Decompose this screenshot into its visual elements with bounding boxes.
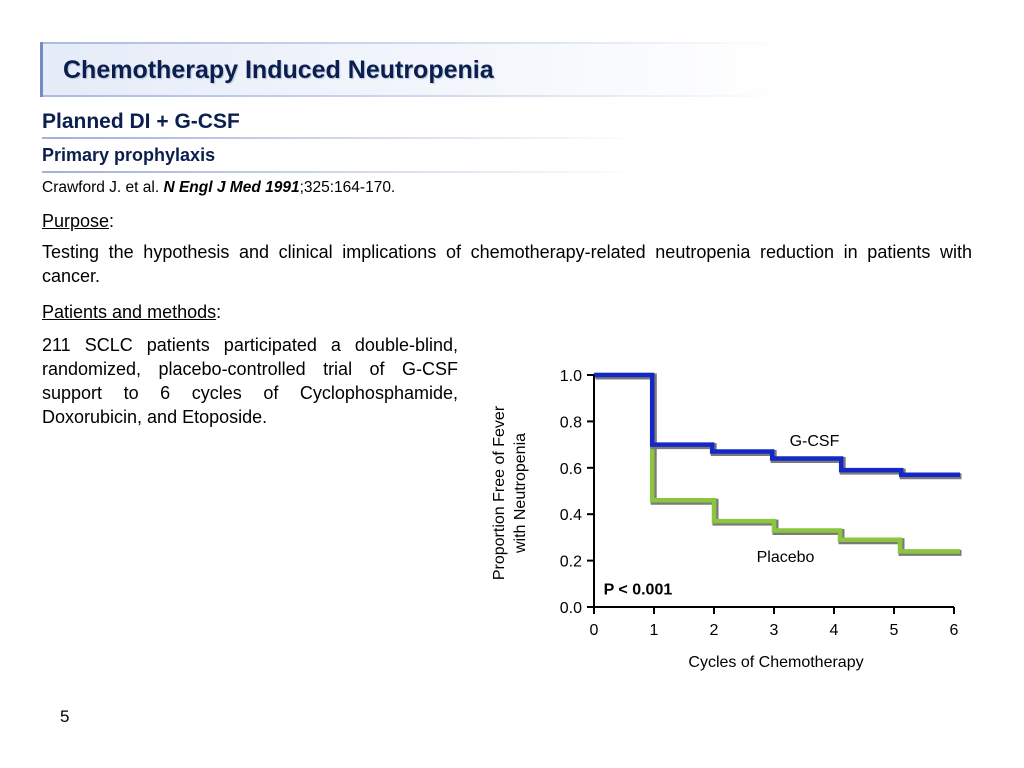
methods-heading	[42, 302, 221, 323]
methods-heading-colon: :	[216, 302, 222, 322]
series-label-placebo: Placebo	[756, 548, 815, 566]
purpose-text: Testing the hypothesis and clinical implications of chemotherapy-related neutropenia reduction in patients with cancer.	[42, 242, 972, 286]
y-axis-label-line2: with Neutropenia	[512, 432, 529, 554]
series-line-g-csf	[594, 375, 960, 475]
section-heading: Primary prophylaxis	[42, 145, 216, 165]
section-divider	[42, 171, 642, 173]
slide-title: Chemotherapy Induced Neutropenia	[63, 56, 494, 84]
citation-authors: Crawford J. et al.	[42, 179, 164, 196]
citation-journal: N Engl J Med 1991	[163, 179, 300, 196]
x-tick-label: 4	[829, 622, 839, 639]
citation-details: ;325:164-170.	[299, 179, 396, 196]
y-tick-label: 1.0	[559, 368, 582, 385]
y-tick-label: 0.4	[559, 507, 582, 525]
y-tick-label: 0.6	[559, 460, 582, 478]
purpose-heading	[42, 211, 114, 232]
x-tick-label: 3	[769, 622, 779, 639]
title-bar	[40, 42, 788, 97]
x-tick-label: 6	[949, 622, 959, 639]
purpose-heading-colon: :	[109, 211, 115, 231]
y-tick-label: 0.8	[559, 414, 582, 432]
page-number: 5	[60, 707, 70, 726]
methods-heading-label: Patients and methods	[42, 302, 217, 322]
x-tick-label: 2	[709, 622, 719, 639]
x-axis-label: Cycles of Chemotherapy	[688, 654, 864, 671]
x-tick-label: 1	[649, 622, 659, 639]
citation	[42, 179, 395, 197]
survival-chart	[480, 355, 980, 680]
x-tick-label: 5	[889, 622, 899, 639]
subtitle-divider	[42, 137, 642, 139]
slide-subtitle: Planned DI + G-CSF	[42, 110, 240, 133]
series-label-g-csf: G-CSF	[789, 432, 840, 450]
y-tick-label: 0.2	[559, 553, 582, 571]
x-tick-label: 0	[589, 622, 599, 639]
methods-text: 211 SCLC patients participated a double-blind, randomized, placebo-controlled trial of G-CSF support to 6 cycles of Cyclophosphamide, Doxorubicin, and Etoposide.	[42, 335, 458, 427]
p-value-annotation: P < 0.001	[603, 581, 673, 599]
y-axis-label-line1: Proportion Free of Fever	[491, 405, 508, 581]
y-tick-label: 0.0	[559, 600, 582, 617]
purpose-heading-label: Purpose	[42, 211, 110, 231]
